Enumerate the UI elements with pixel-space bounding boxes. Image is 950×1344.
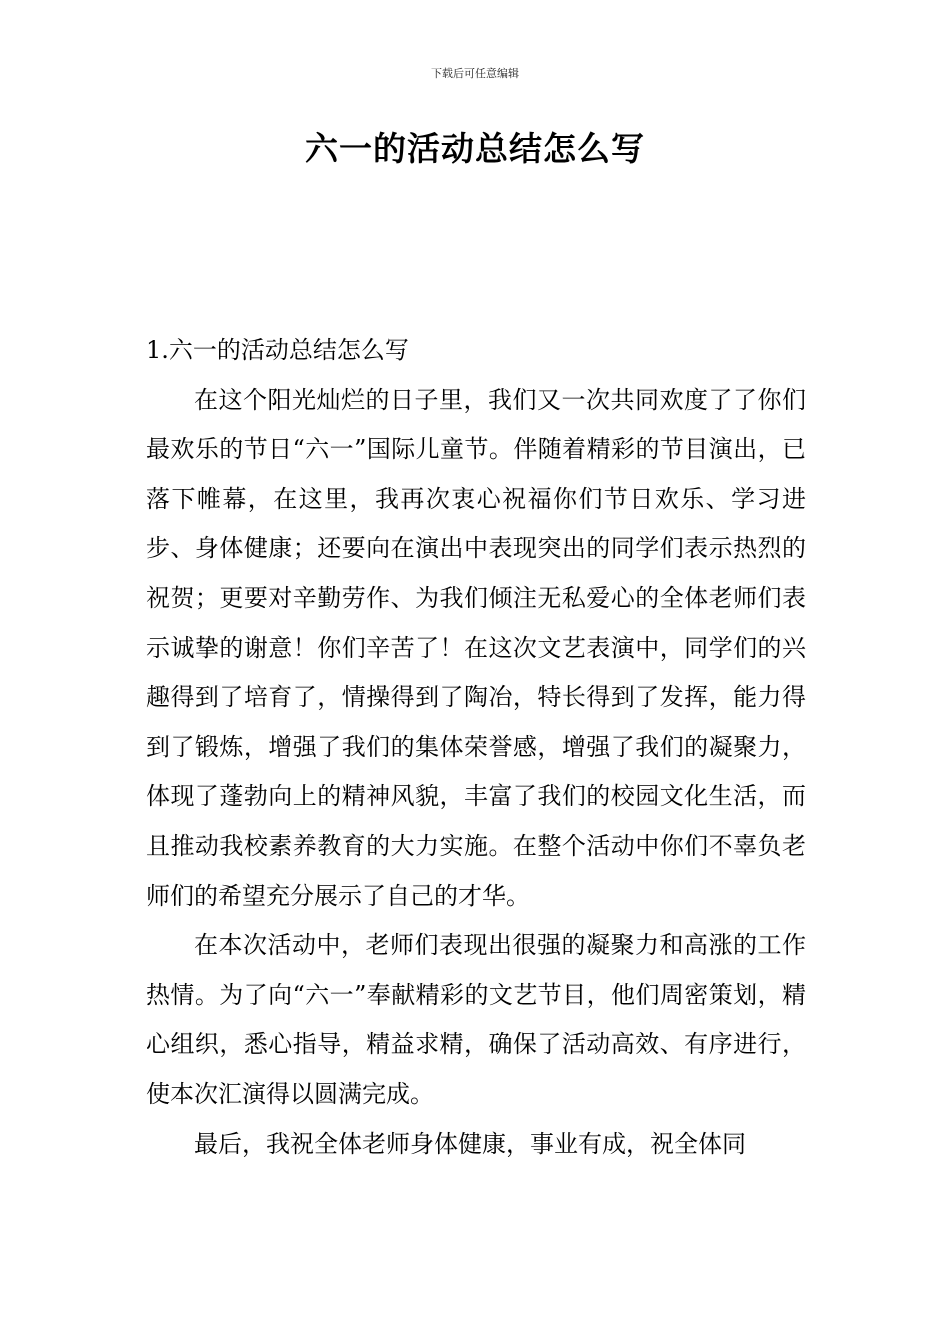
paragraph-2: 在本次活动中，老师们表现出很强的凝聚力和高涨的工作热情。为了向“六一”奉献精彩的文艺节目，他们周密策划，精心组织，悉心指导，精益求精，确保了活动高效、有序进行，使本次汇演得以圆满完成。 <box>146 931 806 1108</box>
paragraph-3: 最后，我祝全体老师身体健康，事业有成，祝全体同 <box>194 1129 746 1158</box>
paragraph-1: 在这个阳光灿烂的日子里，我们又一次共同欢度了了你们最欢乐的节日“六一”国际儿童节。伴随着精彩的节目演出，已落下帷幕，在这里，我再次衷心祝福你们节日欢乐、学习进步、身体健康；还要向在演出中表现突出的同学们表示热烈的祝贺；更要对辛勤劳作、为我们倾注无私爱心的全体老师们表示诚挚的谢意！你们辛苦了！在这次文艺表演中，同学们的兴趣得到了培育了，情操得到了陶冶，特长得到了发挥，能力得到了锻炼，增强了我们的集体荣誉感，增强了我们的凝聚力，体现了蓬勃向上的精神风貌，丰富了我们的校园文化生活，而且推动我校素养教育的大力实施。在整个活动中你们不辜负老师们的希望充分展示了自己的才华。 <box>146 385 806 910</box>
header-note: 下载后可任意编辑 <box>431 67 519 80</box>
document-title: 六一的活动总结怎么写 <box>305 129 645 168</box>
section-heading: 1.六一的活动总结怎么写 <box>146 336 409 364</box>
document-body <box>146 326 806 1169</box>
